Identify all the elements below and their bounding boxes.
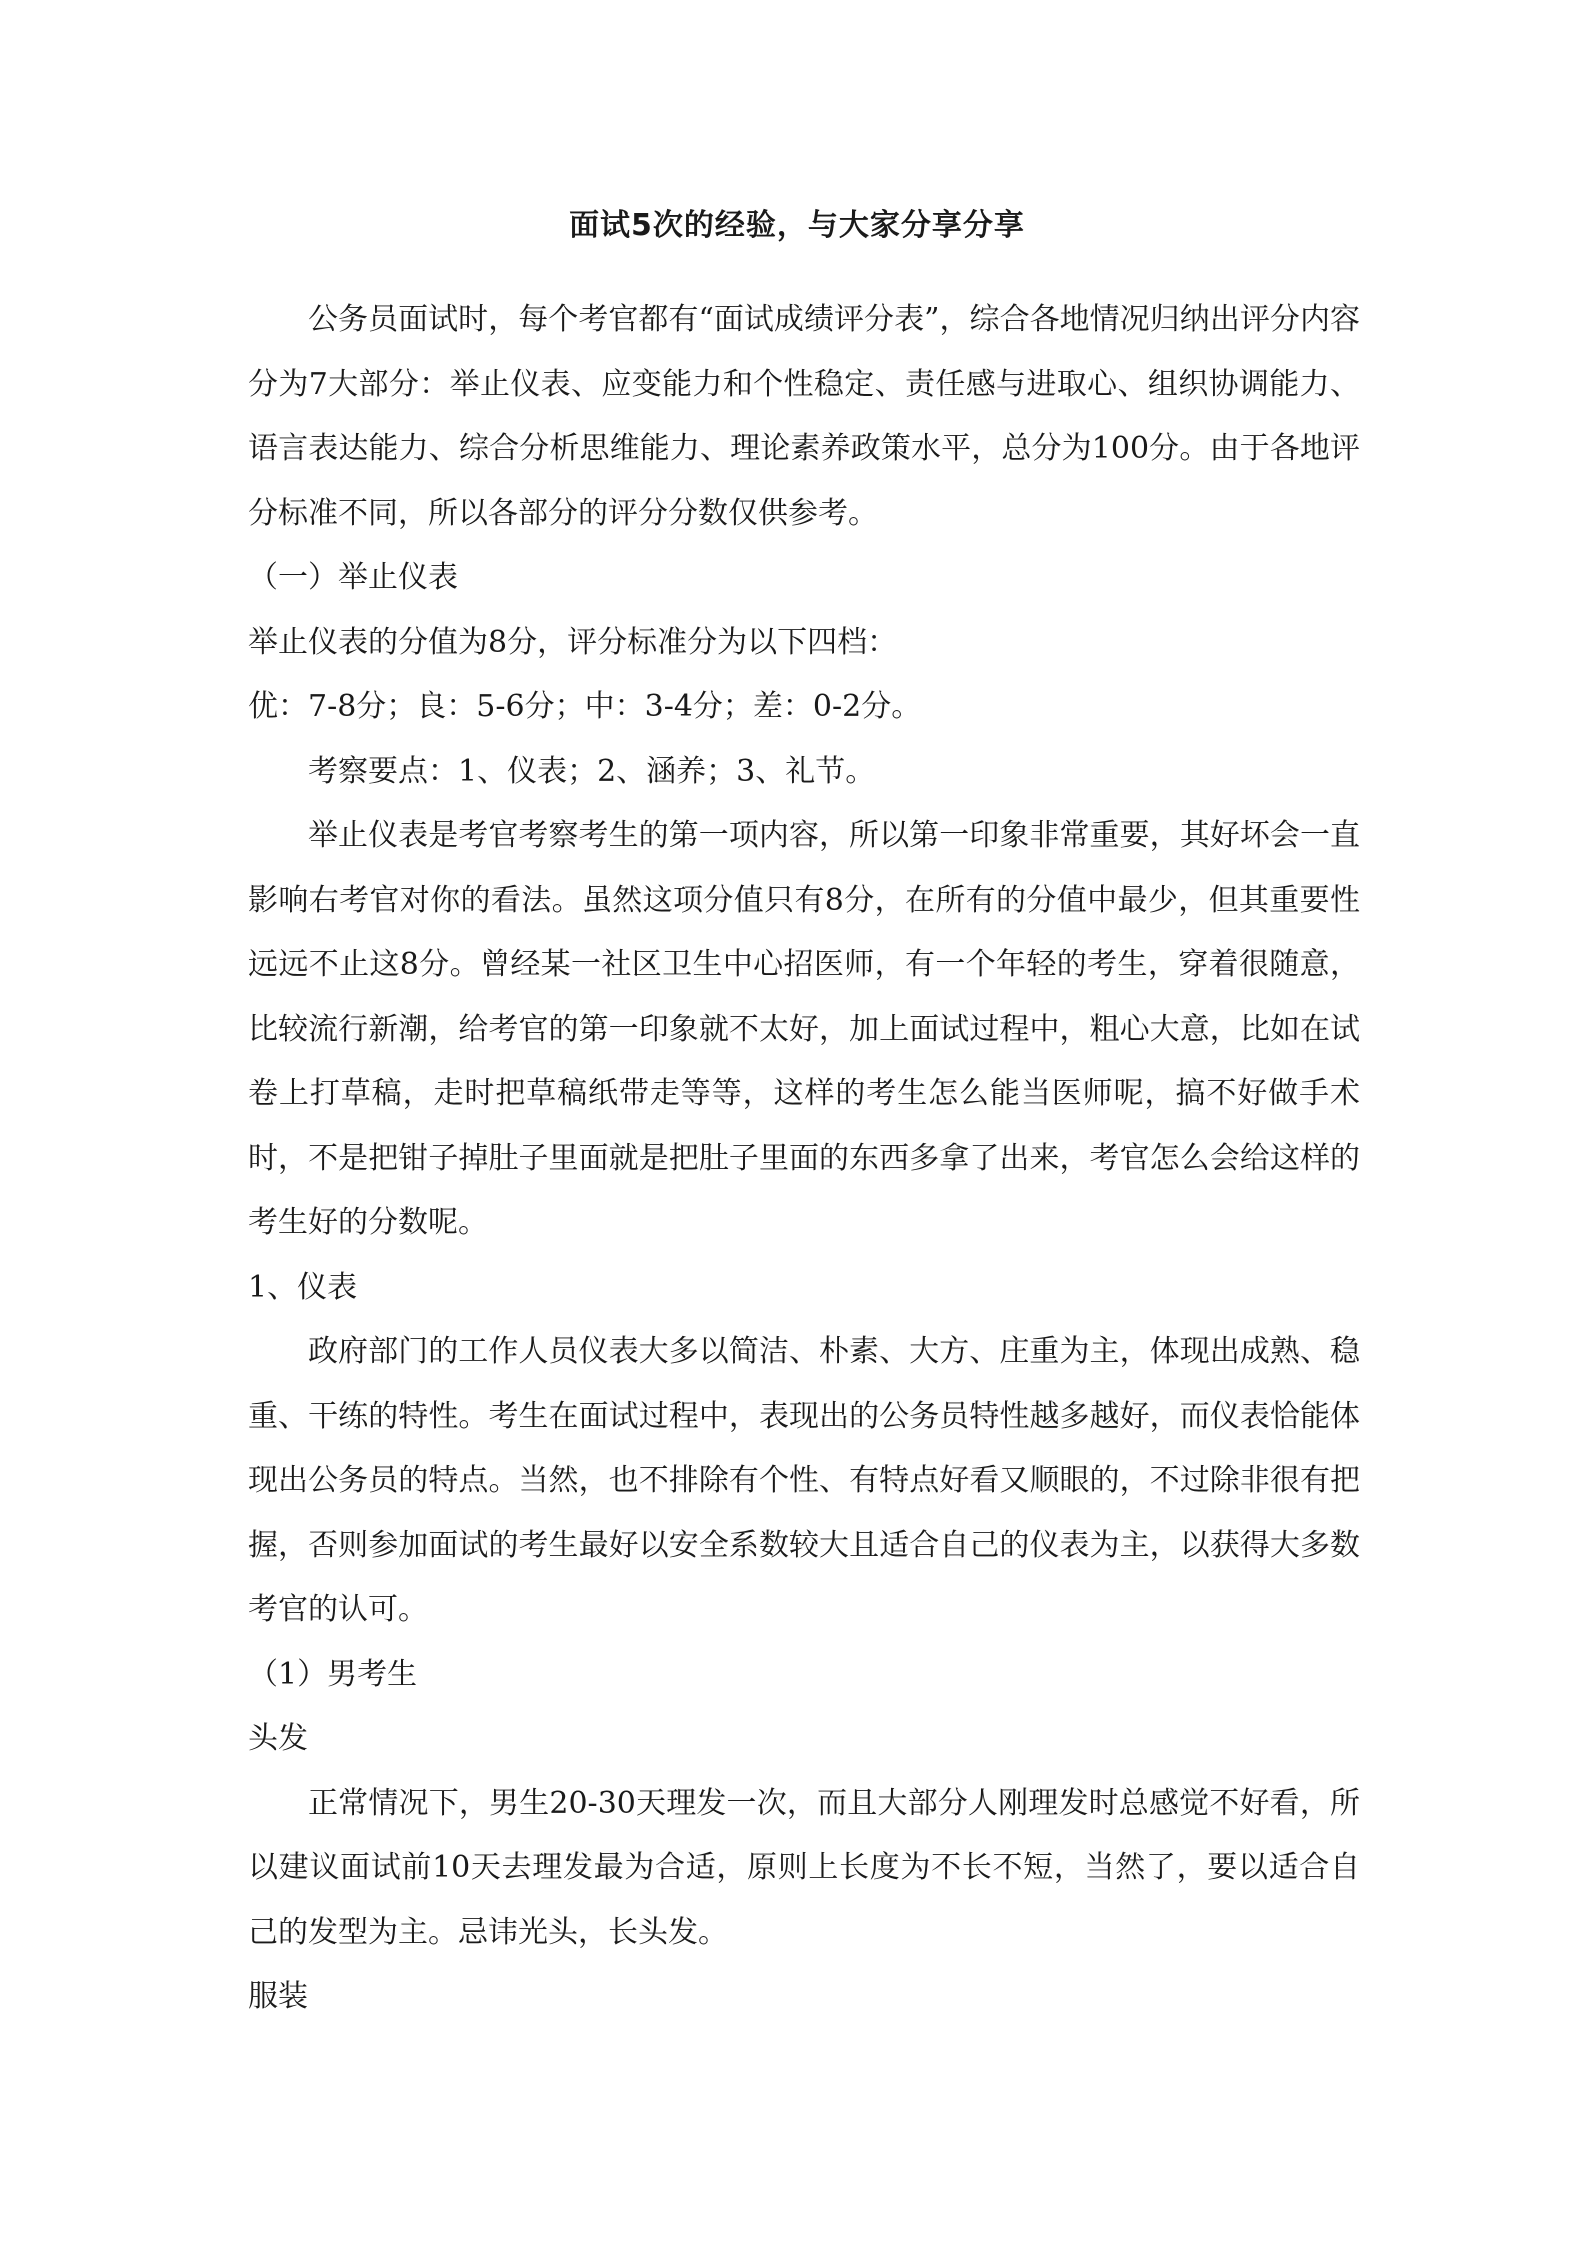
subsection-heading-appearance: 1、仪表 — [248, 1269, 358, 1305]
paragraph-scoring-overview: 公务员面试时，每个考官都有“面试成绩评分表”，综合各地情况归纳出评分内容分为7大部分：举止仪表、应变能力和个性稳定、责任感与进取心、组织协调能力、语言表达能力、综合分析思维能力、理论素养政策水平，总分为100分。由于各地评分标准不同，所以各部分的评分分数仅供参考。 — [248, 302, 1360, 531]
document-body — [248, 288, 1360, 2030]
subsection-heading-clothing: 服装 — [248, 1979, 308, 2014]
paragraph-appearance: 政府部门的工作人员仪表大多以简洁、朴素、大方、庄重为主，体现出成熟、稳重、干练的特性。考生在面试过程中，表现出的公务员特性越多越好，而仪表恰能体现出公务员的特点。当然，也不排除有个性、有特点好看又顺眼的，不过除非很有把握，否则参加面试的考生最好以安全系数较大且适合自己的仪表为主，以获得大多数考官的认可。 — [248, 1334, 1360, 1627]
subsection-heading-male: （1）男考生 — [248, 1656, 418, 1692]
paragraph-hair: 正常情况下，男生20-30天理发一次，而且大部分人刚理发时总感觉不好看，所以建议面试前10天去理发最为合适，原则上长度为不长不短，当然了，要以适合自己的发型为主。忌讳光头，长头发。 — [248, 1785, 1360, 1950]
paragraph-first-impression: 举止仪表是考官考察考生的第一项内容，所以第一印象非常重要，其好坏会一直影响右考官对你的看法。虽然这项分值只有8分，在所有的分值中最少，但其重要性远远不止这8分。曾经某一社区卫生中心招医师，有一个年轻的考生，穿着很随意，比较流行新潮，给考官的第一印象就不太好，加上面试过程中，粗心大意，比如在试卷上打草稿，走时把草稿纸带走等等，这样的考生怎么能当医师呢，搞不好做手术时，不是把钳子掉肚子里面就是把肚子里面的东西多拿了出来，考官怎么会给这样的考生好的分数呢。 — [248, 818, 1360, 1240]
paragraph-demeanor-score: 举止仪表的分值为8分，评分标准分为以下四档： — [248, 624, 898, 660]
document-title: 面试5次的经验，与大家分享分享 — [569, 208, 1025, 243]
subsection-heading-hair: 头发 — [248, 1721, 308, 1756]
section-heading-demeanor: （一）举止仪表 — [248, 560, 458, 595]
paragraph-key-points: 考察要点：1、仪表；2、涵养；3、礼节。 — [308, 753, 876, 789]
paragraph-score-levels: 优：7-8分；良：5-6分；中：3-4分；差：0-2分。 — [248, 689, 922, 724]
